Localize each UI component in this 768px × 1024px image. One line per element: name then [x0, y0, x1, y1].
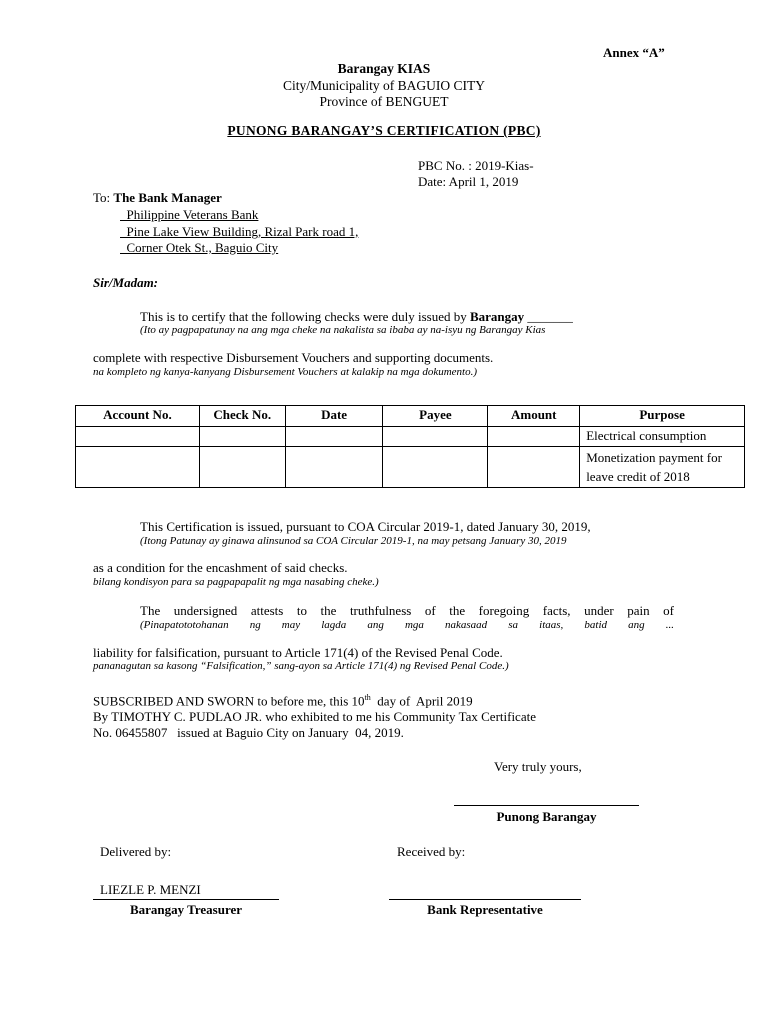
- sworn-line2: By TIMOTHY C. PUDLAO JR. who exhibited to me his Community Tax Certificate: [93, 709, 536, 724]
- word: ...: [665, 619, 674, 631]
- bank-address-line1: Pine Lake View Building, Rizal Park road 1,: [126, 224, 359, 239]
- cell-purpose: Electrical consumption: [580, 427, 745, 447]
- cell-purpose: Monetization payment for leave credit of 2018: [580, 447, 745, 488]
- word: the: [320, 603, 337, 618]
- word: attests: [250, 603, 284, 618]
- signature-line-punong-barangay: [454, 805, 639, 806]
- addressee-line: [93, 190, 222, 206]
- column-header-date: Date: [285, 406, 383, 427]
- document-title: PUNONG BARANGAY’S CERTIFICATION (PBC): [227, 123, 541, 138]
- word: undersigned: [173, 603, 238, 618]
- signatory-title: Punong Barangay: [496, 809, 597, 824]
- word: ang: [367, 619, 384, 631]
- column-header-check-no: Check No.: [199, 406, 285, 427]
- word: foregoing: [478, 603, 530, 618]
- word: (Pinapatototohanan: [140, 619, 229, 631]
- cell-check-no: [199, 427, 285, 447]
- word: ang: [628, 619, 645, 631]
- delivered-by-name: LIEZLE P. MENZI: [100, 882, 201, 897]
- checks-table: [75, 405, 745, 488]
- coa-line1: This Certification is issued, pursuant to COA Circular 2019-1, dated January 30, 2019,: [140, 519, 591, 534]
- attest-line1: [140, 603, 674, 619]
- word: itaas,: [539, 619, 564, 631]
- signature-line-bank-representative: [389, 899, 581, 900]
- received-by-label: Received by:: [397, 844, 466, 859]
- cell-date: [285, 447, 383, 488]
- word: the: [449, 603, 466, 618]
- column-header-purpose: Purpose: [580, 406, 745, 427]
- coa-line1-translation: (Itong Patunay ay ginawa alinsunod sa COA Circular 2019-1, na may petsang January 30, 2019: [140, 535, 567, 547]
- annex-label: Annex “A”: [603, 45, 665, 60]
- sworn-line3: No. 06455807 issued at Baguio City on January 04, 2019.: [93, 725, 404, 740]
- table-header-row: [76, 406, 745, 427]
- word: under: [584, 603, 614, 618]
- pbc-date: Date: April 1, 2019: [418, 174, 519, 189]
- city-name: City/Municipality of BAGUIO CITY: [282, 78, 486, 93]
- certify-line1-translation: (Ito ay pagpapatunay na ang mga cheke na nakalista sa ibaba ay na-isyu ng Barangay Kias: [140, 324, 546, 336]
- attest-line2: liability for falsification, pursuant to Article 171(4) of the Revised Penal Code.: [93, 645, 503, 660]
- word: sa: [508, 619, 519, 631]
- word: facts,: [542, 603, 571, 618]
- certify-line2: complete with respective Disbursement Vouchers and supporting documents.: [93, 350, 494, 365]
- cell-check-no: [199, 447, 285, 488]
- treasurer-title: Barangay Treasurer: [129, 902, 243, 917]
- bank-name: Philippine Veterans Bank: [126, 207, 259, 222]
- sworn-line1: SUBSCRIBED AND SWORN to before me, this 10th day of April 2019: [93, 693, 473, 709]
- word: pain: [627, 603, 650, 618]
- word: mga: [404, 619, 424, 631]
- pbc-number: PBC No. : 2019-Kias-: [418, 158, 534, 173]
- delivered-by-label: Delivered by:: [100, 844, 172, 859]
- signature-line-treasurer: [93, 899, 279, 900]
- word: The: [140, 603, 161, 618]
- certify-line2-translation: na kompleto ng kanya-kanyang Disbursement Vouchers at kalakip na mga dokumento.): [93, 366, 478, 378]
- column-header-payee: Payee: [383, 406, 488, 427]
- table-row: [76, 447, 745, 488]
- to-label: To:: [93, 190, 111, 205]
- cell-payee: [383, 427, 488, 447]
- cell-amount: [488, 427, 580, 447]
- province-name: Province of BENGUET: [319, 94, 449, 109]
- column-header-amount: Amount: [488, 406, 580, 427]
- cell-account-no: [76, 427, 200, 447]
- attest-line2-translation: pananagutan sa kasong “Falsification,” sang-ayon sa Article 171(4) ng Revised Penal Code.): [93, 660, 509, 672]
- word: nakasaad: [445, 619, 488, 631]
- table-row: [76, 427, 745, 447]
- attest-line1-translation: [140, 619, 674, 631]
- bank-address-line2: Corner Otek St., Baguio City: [126, 240, 279, 255]
- salutation: Sir/Madam:: [93, 275, 159, 290]
- word: of: [424, 603, 436, 618]
- word: truthfulness: [349, 603, 412, 618]
- cell-date: [285, 427, 383, 447]
- cell-amount: [488, 447, 580, 488]
- addressee-name: The Bank Manager: [113, 190, 222, 205]
- word: ng: [249, 619, 261, 631]
- column-header-account-no: Account No.: [76, 406, 200, 427]
- coa-line2-translation: bilang kondisyon para sa pagpapapalit ng mga nasabing cheke.): [93, 576, 379, 588]
- word: lagda: [321, 619, 347, 631]
- certify-line1: This is to certify that the following checks were duly issued by Barangay _______: [140, 309, 573, 324]
- word: may: [281, 619, 301, 631]
- closing-phrase: Very truly yours,: [494, 759, 582, 774]
- cell-account-no: [76, 447, 200, 488]
- word: of: [663, 603, 674, 618]
- cell-payee: [383, 447, 488, 488]
- word: batid: [584, 619, 608, 631]
- coa-line2: as a condition for the encashment of said checks.: [93, 560, 348, 575]
- bank-representative-title: Bank Representative: [427, 902, 543, 917]
- barangay-name: Barangay KIAS: [337, 61, 431, 76]
- word: to: [296, 603, 307, 618]
